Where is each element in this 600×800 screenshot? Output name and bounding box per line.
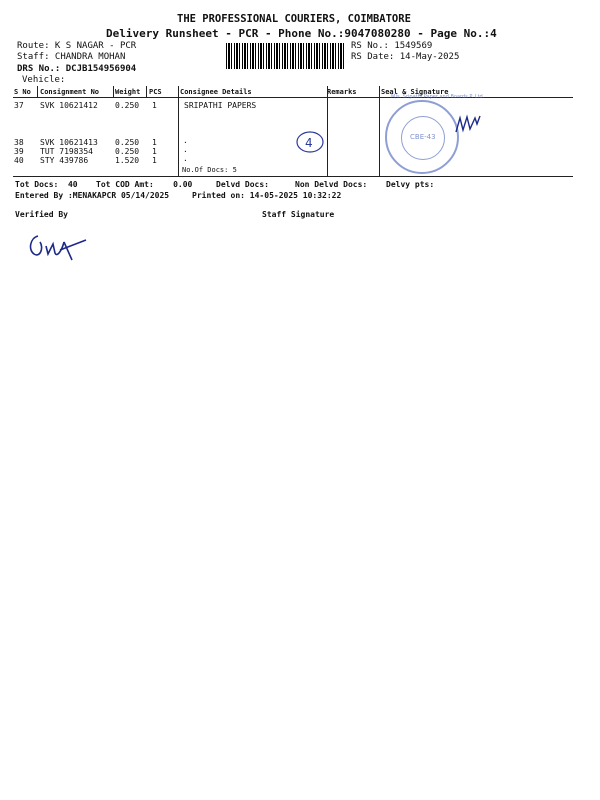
rs-number: RS No.: 1549569 xyxy=(351,41,433,51)
rs-date: RS Date: 14-May-2025 xyxy=(351,52,460,62)
col-divider xyxy=(327,86,328,176)
row-consignment: SVK 10621413 xyxy=(40,138,98,147)
route-label: Route: K S NAGAR - PCR xyxy=(17,41,137,51)
row-pcs: 1 xyxy=(152,138,157,147)
col-header-remarks: Remarks xyxy=(327,88,357,96)
row-pcs: 1 xyxy=(152,156,157,165)
row-pcs: 1 xyxy=(152,147,157,156)
col-header-pcs: PCS xyxy=(149,88,162,96)
stamp-code: CBE-43 xyxy=(410,133,436,141)
col-divider xyxy=(146,86,147,97)
col-divider xyxy=(178,86,179,176)
row-pcs: 1 xyxy=(152,101,157,110)
seal-signature-scribble xyxy=(453,112,483,140)
delivered-docs: Delvd Docs: xyxy=(216,180,269,189)
verified-signature xyxy=(24,228,96,268)
row-sno: 40 xyxy=(14,156,24,165)
printed-on: Printed on: 14-05-2025 10:32:22 xyxy=(192,191,342,200)
vehicle-label: Vehicle: xyxy=(22,75,66,85)
verified-by-label: Verified By xyxy=(15,210,68,219)
row-consignee: . xyxy=(183,136,188,145)
no-of-docs: No.Of Docs: 5 xyxy=(182,166,237,174)
col-header-sno: S No xyxy=(14,88,31,96)
row-consignee: SRIPATHI PAPERS xyxy=(184,101,257,110)
total-docs: Tot Docs: 40 xyxy=(15,180,78,189)
non-delivered-docs: Non Delvd Docs: xyxy=(295,180,368,189)
col-divider xyxy=(37,86,38,97)
col-divider xyxy=(113,86,114,97)
table-bottom-rule xyxy=(13,176,573,177)
row-weight: 0.250 xyxy=(115,147,140,156)
runsheet-subtitle: Delivery Runsheet - PCR - Phone No.:9047080280 - Page No.:4 xyxy=(106,27,497,40)
company-title: THE PROFESSIONAL COURIERS, COIMBATORE xyxy=(177,13,411,25)
row-consignment: TUT 7198354 xyxy=(40,147,93,156)
row-weight: 1.520 xyxy=(115,156,140,165)
row-consignee: . xyxy=(183,154,188,163)
staff-signature-label: Staff Signature xyxy=(262,210,335,219)
row-weight: 0.250 xyxy=(115,101,140,110)
barcode-image xyxy=(226,43,344,69)
stamp-ring-text: M/s. Sripathi Paper and Boards P. Ltd. xyxy=(391,94,485,100)
row-weight: 0.250 xyxy=(115,138,140,147)
total-cod-amount: Tot COD Amt: 0.00 xyxy=(96,180,193,189)
row-consignment: SVK 10621412 xyxy=(40,101,98,110)
entered-by: Entered By :MENAKAPCR 05/14/2025 xyxy=(15,191,170,200)
drs-number: DRS No.: DCJB154956904 xyxy=(17,64,137,74)
col-divider xyxy=(379,86,380,176)
row-consignee: . xyxy=(183,145,188,154)
col-header-consignment: Consignment No xyxy=(40,88,100,96)
delivery-points: Delvy pts: xyxy=(386,180,435,189)
row-sno: 38 xyxy=(14,138,24,147)
row-sno: 37 xyxy=(14,101,24,110)
staff-label: Staff: CHANDRA MOHAN xyxy=(17,52,126,62)
row-sno: 39 xyxy=(14,147,24,156)
table-top-rule xyxy=(13,97,573,98)
circled-number-annotation xyxy=(296,130,326,156)
circled-number-text: 4 xyxy=(305,136,313,150)
row-consignment: STY 439786 xyxy=(40,156,89,165)
col-header-weight: Weight xyxy=(115,88,141,96)
col-header-consignee: Consignee Details xyxy=(180,88,252,96)
company-seal-stamp xyxy=(385,94,485,174)
col-header-seal: Seal & Signature xyxy=(381,88,449,96)
